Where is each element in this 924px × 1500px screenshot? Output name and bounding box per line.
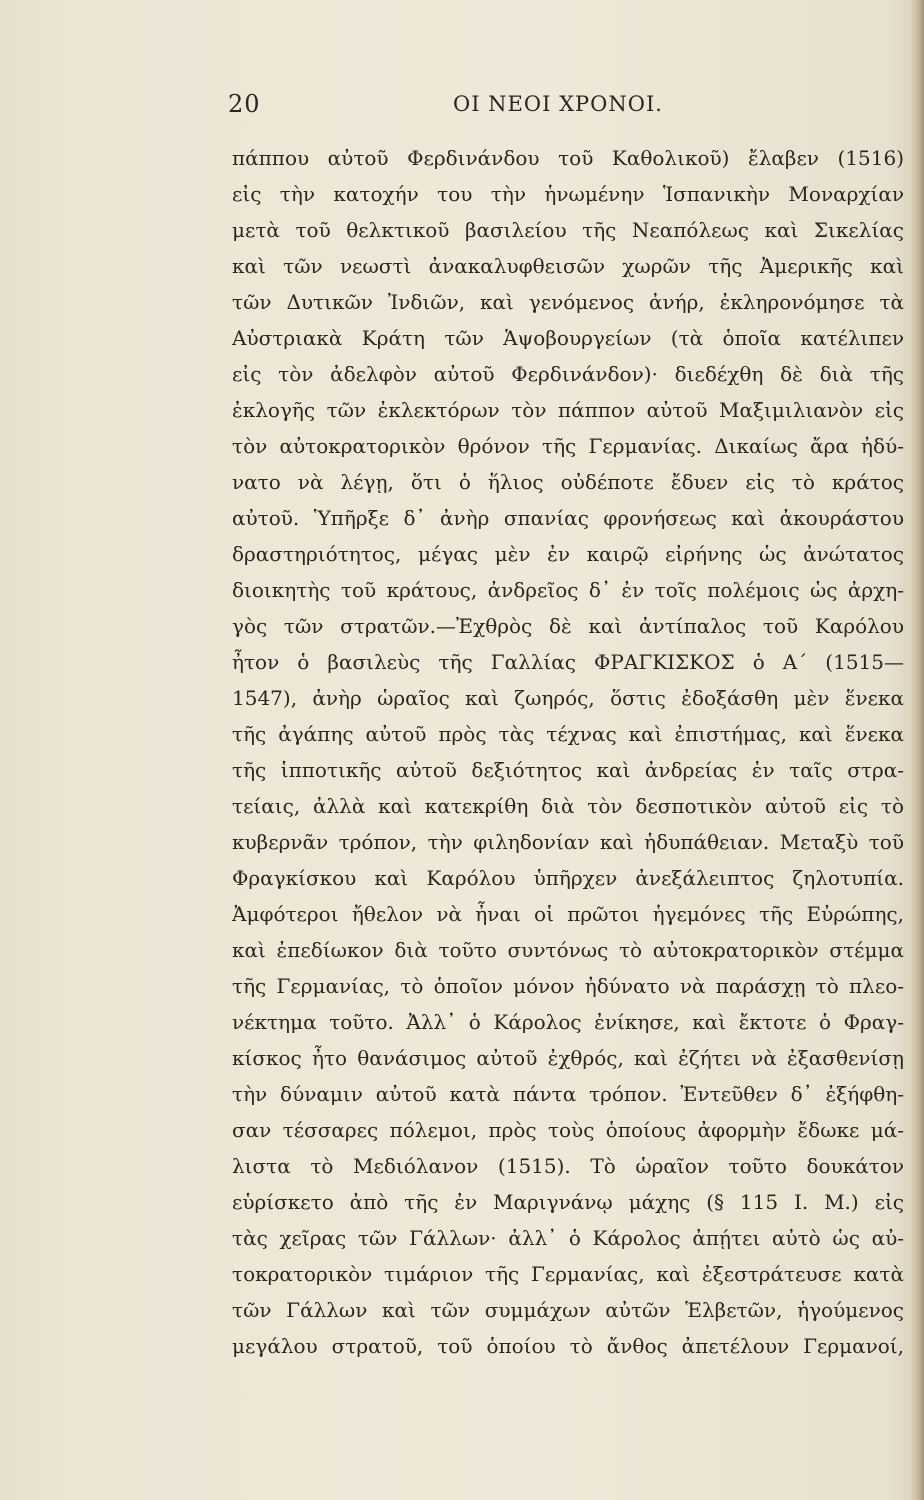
text-line: λιστα τὸ Μεδιόλανον (1515). Τὸ ὡραῖον τοῦτο δουκάτον [232, 1154, 904, 1178]
text-line: σαν τέσσαρες πόλεμοι, πρὸς τοὺς ὁποίους ἀφορμὴν ἔδωκε μά- [232, 1118, 904, 1142]
text-line: καὶ ἐπεδίωκον διὰ τοῦτο συντόνως τὸ αὐτοκρατορικὸν στέμμα [232, 938, 904, 962]
text-line: 1547), ἀνὴρ ὡραῖος καὶ ζωηρός, ὅστις ἐδοξάσθη μὲν ἕνεκα [232, 686, 904, 710]
text-line: τὴν δύναμιν αὐτοῦ κατὰ πάντα τρόπον. Ἐντεῦθεν δ᾽ ἐξήφθη- [232, 1082, 904, 1106]
text-line: τῶν Δυτικῶν Ἰνδιῶν, καὶ γενόμενος ἀνήρ, ἐκληρονόμησε τὰ [232, 290, 904, 314]
text-line: ἦτον ὁ βασιλεὺς τῆς Γαλλίας ΦΡΑΓΚΙΣΚΟΣ ὁ Α´ (1515— [232, 650, 904, 674]
text-line: εἰς τὴν κατοχήν του τὴν ἡνωμένην Ἱσπανικὴν Μοναρχίαν [232, 182, 904, 206]
text-line: νέκτημα τοῦτο. Ἀλλ᾽ ὁ Κάρολος ἐνίκησε, καὶ ἔκτοτε ὁ Φραγ- [232, 1010, 904, 1034]
text-line: μετὰ τοῦ θελκτικοῦ βασιλείου τῆς Νεαπόλεως καὶ Σικελίας [232, 218, 904, 242]
text-body [232, 140, 904, 1364]
text-line: τῶν Γάλλων καὶ τῶν συμμάχων αὐτῶν Ἑλβετῶν, ἡγούμενος [232, 1298, 904, 1322]
text-line: νατο νὰ λέγῃ, ὅτι ὁ ἥλιος οὐδέποτε ἔδυεν εἰς τὸ κράτος [232, 470, 904, 494]
text-line: δραστηριότητος, μέγας μὲν ἐν καιρῷ εἰρήνης ὡς ἀνώτατος [232, 542, 904, 566]
page-header [228, 90, 898, 126]
text-line: τοκρατορικὸν τιμάριον τῆς Γερμανίας, καὶ ἐξεστράτευσε κατὰ [232, 1262, 904, 1286]
text-line: γὸς τῶν στρατῶν.—Ἐχθρὸς δὲ καὶ ἀντίπαλος τοῦ Καρόλου [232, 614, 904, 638]
text-line: κυβερνᾶν τρόπον, τὴν φιληδονίαν καὶ ἡδυπάθειαν. Μεταξὺ τοῦ [232, 830, 904, 854]
text-line: κίσκος ἦτο θανάσιμος αὐτοῦ ἐχθρός, καὶ ἐζήτει νὰ ἐξασθενίσῃ [232, 1046, 904, 1070]
text-line: αὐτοῦ. Ὑπῆρξε δ᾽ ἀνὴρ σπανίας φρονήσεως καὶ ἀκουράστου [232, 506, 904, 530]
page-number: 20 [228, 90, 261, 118]
text-line: εὑρίσκετο ἀπὸ τῆς ἐν Μαριγνάνῳ μάχης (§ 115 Ι. Μ.) εἰς [232, 1190, 904, 1214]
page-edge-shadow [910, 0, 924, 1500]
text-line: καὶ τῶν νεωστὶ ἀνακαλυφθεισῶν χωρῶν τῆς Ἀμερικῆς καὶ [232, 254, 904, 278]
text-line: ἐκλογῆς τῶν ἐκλεκτόρων τὸν πάππον αὐτοῦ Μαξιμιλιανὸν εἰς [232, 398, 904, 422]
text-line: μεγάλου στρατοῦ, τοῦ ὁποίου τὸ ἄνθος ἀπετέλουν Γερμανοί, [232, 1334, 904, 1358]
text-line: διοικητὴς τοῦ κράτους, ἀνδρεῖος δ᾽ ἐν τοῖς πολέμοις ὡς ἀρχη- [232, 578, 904, 602]
text-line: Αὐστριακὰ Κράτη τῶν Ἁψοβουργείων (τὰ ὁποῖα κατέλιπεν [232, 326, 904, 350]
text-line: τῆς ἀγάπης αὐτοῦ πρὸς τὰς τέχνας καὶ ἐπιστήμας, καὶ ἕνεκα [232, 722, 904, 746]
text-line: πάππου αὐτοῦ Φερδινάνδου τοῦ Καθολικοῦ) ἔλαβεν (1516) [232, 146, 904, 170]
text-line: τῆς ἱπποτικῆς αὐτοῦ δεξιότητος καὶ ἀνδρείας ἐν ταῖς στρα- [232, 758, 904, 782]
text-line: εἰς τὸν ἀδελφὸν αὐτοῦ Φερδινάνδον)· διεδέχθη δὲ διὰ τῆς [232, 362, 904, 386]
text-line: Ἀμφότεροι ἤθελον νὰ ἦναι οἱ πρῶτοι ἡγεμόνες τῆς Εὐρώπης, [232, 902, 904, 926]
text-line: τὸν αὐτοκρατορικὸν θρόνον τῆς Γερμανίας. Δικαίως ἄρα ἠδύ- [232, 434, 904, 458]
text-line: τείαις, ἀλλὰ καὶ κατεκρίθη διὰ τὸν δεσποτικὸν αὐτοῦ εἰς τὸ [232, 794, 904, 818]
text-line: Φραγκίσκου καὶ Καρόλου ὑπῆρχεν ἀνεξάλειπτος ζηλοτυπία. [232, 866, 904, 890]
text-line: τῆς Γερμανίας, τὸ ὁποῖον μόνον ἠδύνατο νὰ παράσχῃ τὸ πλεο- [232, 974, 904, 998]
running-title: ΟΙ ΝΕΟΙ ΧΡΟΝΟΙ. [453, 92, 663, 116]
text-line: τὰς χεῖρας τῶν Γάλλων· ἀλλ᾽ ὁ Κάρολος ἀπῄτει αὐτὸ ὡς αὐ- [232, 1226, 904, 1250]
